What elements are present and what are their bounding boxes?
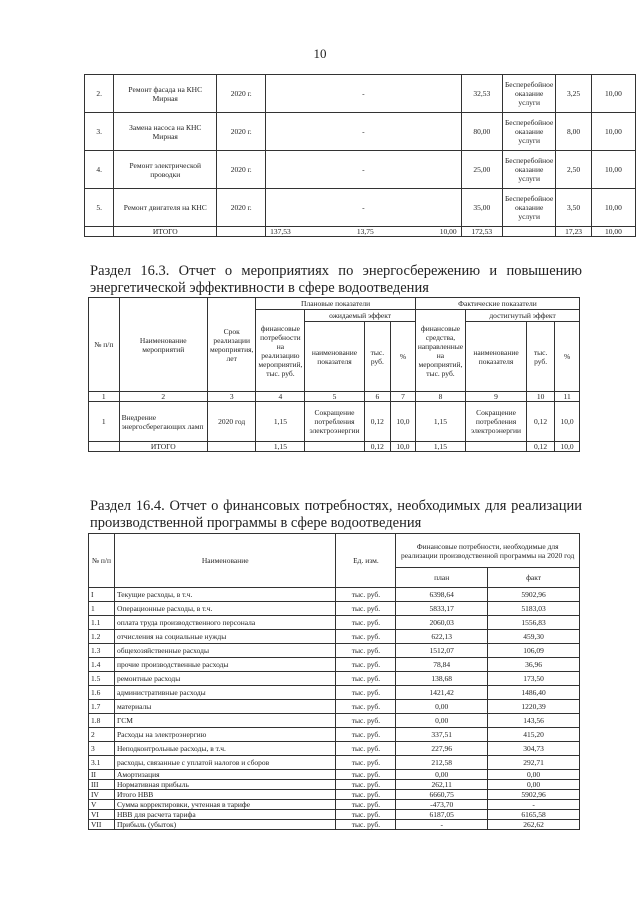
cell-sum: 32,53: [461, 75, 502, 113]
cell-name: оплата труда производственного персонала: [114, 616, 336, 630]
table-row: [85, 189, 636, 227]
cell-unit: тыс. руб.: [336, 820, 396, 830]
cell-note: Бесперебойное оказание услуги: [503, 75, 556, 113]
cell-year: 2020 г.: [217, 189, 266, 227]
total-empty: [89, 442, 120, 452]
cell-unit: тыс. руб.: [336, 686, 396, 700]
table-row: [85, 151, 636, 189]
total-pct: 10,0: [391, 442, 416, 452]
cell-name: Ремонт фасада на КНС Мирная: [114, 75, 217, 113]
table-row: [89, 658, 580, 672]
header-plan: план: [396, 568, 488, 588]
header-indicator: наименование показателя: [305, 322, 364, 392]
table-row: [89, 672, 580, 686]
table-row: [89, 686, 580, 700]
table-row: [89, 630, 580, 644]
cell-no: III: [89, 780, 115, 790]
cell-unit: тыс. руб.: [336, 602, 396, 616]
total-f: 10,00: [591, 227, 635, 237]
cell-note: Бесперебойное оказание услуги: [503, 113, 556, 151]
row-term: 2020 год: [207, 402, 255, 442]
cell-unit: тыс. руб.: [336, 672, 396, 686]
cell-sum: 35,00: [461, 189, 502, 227]
cell-name: НВВ для расчета тарифа: [114, 810, 336, 820]
cell-plan: 0,00: [396, 700, 488, 714]
cell-fact: 106,09: [488, 644, 580, 658]
cell-name: Расходы на электроэнергию: [114, 728, 336, 742]
cell-no: 1.4: [89, 658, 115, 672]
column-number: 11: [555, 392, 580, 402]
cell-fact: 415,20: [488, 728, 580, 742]
cell-unit: тыс. руб.: [336, 800, 396, 810]
cell-plan: 212,58: [396, 756, 488, 770]
table-row: [89, 602, 580, 616]
cell-plan: 78,84: [396, 658, 488, 672]
total-rub: 0,12: [364, 442, 391, 452]
table-row: [89, 588, 580, 602]
cell-no: 3.: [85, 113, 114, 151]
cell-v1: 3,25: [556, 75, 591, 113]
cell-fact: 143,56: [488, 714, 580, 728]
cell-no: 1.6: [89, 686, 115, 700]
total-a: 137,53: [270, 227, 291, 236]
cell-name: Итого НВВ: [114, 790, 336, 800]
cell-plan: 1512,07: [396, 644, 488, 658]
cell-dash: -: [266, 113, 461, 151]
row-name: Внедрение энергосберегающих ламп: [119, 402, 207, 442]
total-label: ИТОГО: [119, 442, 207, 452]
cell-plan: -: [396, 820, 488, 830]
column-number: 1: [89, 392, 120, 402]
header-fin: Финансовые потребности, необходимые для реализации производственной программы на 2020 год: [396, 534, 580, 568]
cell-year: 2020 г.: [217, 75, 266, 113]
table-row: [89, 800, 580, 810]
cell-name: Нормативная прибыль: [114, 780, 336, 790]
cell-year: 2020 г.: [217, 151, 266, 189]
header-fact-rub: тыс. руб.: [526, 322, 554, 392]
table-row: [89, 714, 580, 728]
header-fin: финансовые потребности на реализацию мероприятий, тыс. руб.: [256, 310, 305, 392]
table-row: [89, 700, 580, 714]
cell-v2: 10,00: [591, 75, 635, 113]
row-indicator: Сокращение потребления электроэнергии: [305, 402, 364, 442]
cell-plan: 138,68: [396, 672, 488, 686]
cell-dash: -: [266, 151, 461, 189]
table-row: [89, 770, 580, 780]
cell-plan: 1421,42: [396, 686, 488, 700]
cell-name: Ремонт электрической проводки: [114, 151, 217, 189]
cell-unit: тыс. руб.: [336, 790, 396, 800]
cell-unit: тыс. руб.: [336, 756, 396, 770]
cell-plan: 6660,75: [396, 790, 488, 800]
cell-unit: тыс. руб.: [336, 770, 396, 780]
cell-plan: 227,96: [396, 742, 488, 756]
cell-fact: 292,71: [488, 756, 580, 770]
cell-v1: 2,50: [556, 151, 591, 189]
cell-dash: -: [266, 75, 461, 113]
table-row: [89, 790, 580, 800]
column-number: 5: [305, 392, 364, 402]
total-empty: [503, 227, 556, 237]
cell-no: 3.1: [89, 756, 115, 770]
total-empty: [85, 227, 114, 237]
cell-v1: 8,00: [556, 113, 591, 151]
cell-name: Замена насоса на КНС Мирная: [114, 113, 217, 151]
cell-plan: 0,00: [396, 770, 488, 780]
cell-no: VII: [89, 820, 115, 830]
header-pct: %: [391, 322, 416, 392]
cell-no: 3: [89, 742, 115, 756]
cell-fact: 1556,83: [488, 616, 580, 630]
cell-no: 1.5: [89, 672, 115, 686]
cell-unit: тыс. руб.: [336, 742, 396, 756]
row-fact-fin: 1,15: [415, 402, 465, 442]
cell-unit: тыс. руб.: [336, 728, 396, 742]
section-heading-16-4: Раздел 16.4. Отчет о финансовых потребностях, необходимых для реализации производственной программы в сфере водоотведения: [90, 498, 582, 531]
cell-no: 1.3: [89, 644, 115, 658]
column-number: 8: [415, 392, 465, 402]
cell-name: расходы, связанные с уплатой налогов и сборов: [114, 756, 336, 770]
cell-v2: 10,00: [591, 151, 635, 189]
row-pct: 10,0: [391, 402, 416, 442]
cell-plan: -473,70: [396, 800, 488, 810]
cell-fact: 1220,39: [488, 700, 580, 714]
column-number: 9: [466, 392, 527, 402]
table-row: [85, 113, 636, 151]
cell-plan: 262,11: [396, 780, 488, 790]
cell-no: 1.7: [89, 700, 115, 714]
cell-no: V: [89, 800, 115, 810]
total-d: 172,53: [461, 227, 502, 237]
column-number: 4: [256, 392, 305, 402]
cell-dash: -: [266, 189, 461, 227]
total-c: 10,00: [439, 227, 457, 236]
cell-unit: тыс. руб.: [336, 810, 396, 820]
cell-sum: 80,00: [461, 113, 502, 151]
cell-name: Операционные расходы, в т.ч.: [114, 602, 336, 616]
table-row: [89, 742, 580, 756]
cell-no: 1.8: [89, 714, 115, 728]
cell-plan: 622,13: [396, 630, 488, 644]
cell-fact: 36,96: [488, 658, 580, 672]
cell-no: 1.1: [89, 616, 115, 630]
cell-note: Бесперебойное оказание услуги: [503, 189, 556, 227]
cell-name: Прибыль (убыток): [114, 820, 336, 830]
cell-no: 4.: [85, 151, 114, 189]
cell-fact: 304,73: [488, 742, 580, 756]
cell-year: 2020 г.: [217, 113, 266, 151]
section-heading-16-3: Раздел 16.3. Отчет о мероприятиях по энергосбережению и повышению энергетической эффективности в сфере водоотведения: [90, 263, 582, 296]
total-fact-rub: 0,12: [526, 442, 554, 452]
table-row: [89, 756, 580, 770]
cell-fact: 0,00: [488, 770, 580, 780]
cell-name: общехозяйственные расходы: [114, 644, 336, 658]
cell-name: административные расходы: [114, 686, 336, 700]
cell-fact: 5902,96: [488, 588, 580, 602]
cell-no: VI: [89, 810, 115, 820]
cell-fact: 0,00: [488, 780, 580, 790]
cell-fact: 5183,03: [488, 602, 580, 616]
row-fact-indicator: Сокращение потребления электроэнергии: [466, 402, 527, 442]
energy-saving-table: [88, 297, 580, 452]
cell-fact: 1486,40: [488, 686, 580, 700]
header-fact-pct: %: [555, 322, 580, 392]
header-name: Наименование: [114, 534, 336, 588]
header-term: Срок реализации мероприятия, лет: [207, 298, 255, 392]
cell-note: Бесперебойное оказание услуги: [503, 151, 556, 189]
total-label: ИТОГО: [114, 227, 217, 237]
cell-name: Ремонт двигателя на КНС: [114, 189, 217, 227]
table-row: [89, 728, 580, 742]
events-table: [84, 74, 636, 237]
cell-name: ГСМ: [114, 714, 336, 728]
cell-v2: 10,00: [591, 189, 635, 227]
column-number: 7: [391, 392, 416, 402]
header-fact-indicator: наименование показателя: [466, 322, 527, 392]
cell-unit: тыс. руб.: [336, 700, 396, 714]
header-rub: тыс. руб.: [364, 322, 391, 392]
total-a: [266, 227, 461, 237]
cell-plan: 0,00: [396, 714, 488, 728]
table-row: [89, 644, 580, 658]
cell-unit: тыс. руб.: [336, 616, 396, 630]
header-expected: ожидаемый эффект: [305, 310, 415, 322]
header-achieved: достигнутый эффект: [466, 310, 580, 322]
total-empty: [217, 227, 266, 237]
cell-plan: 6398,64: [396, 588, 488, 602]
cell-name: Амортизация: [114, 770, 336, 780]
cell-name: Неподконтрольные расходы, в т.ч.: [114, 742, 336, 756]
row-fact-pct: 10,0: [555, 402, 580, 442]
cell-fact: 262,62: [488, 820, 580, 830]
header-fact: Фактические показатели: [415, 298, 579, 310]
table-row: [89, 810, 580, 820]
cell-no: 2: [89, 728, 115, 742]
cell-fact: 5902,96: [488, 790, 580, 800]
cell-no: I: [89, 588, 115, 602]
cell-plan: 5833,17: [396, 602, 488, 616]
header-no: № п/п: [89, 298, 120, 392]
total-row: [85, 227, 636, 237]
page-number: 10: [313, 46, 327, 61]
cell-unit: тыс. руб.: [336, 658, 396, 672]
cell-sum: 25,00: [461, 151, 502, 189]
table-row: [89, 820, 580, 830]
cell-no: II: [89, 770, 115, 780]
cell-plan: 6187,05: [396, 810, 488, 820]
financial-needs-table: [88, 533, 580, 830]
header-plan: Плановые показатели: [256, 298, 415, 310]
cell-v2: 10,00: [591, 113, 635, 151]
cell-unit: тыс. руб.: [336, 630, 396, 644]
table-row: [85, 75, 636, 113]
header-fact-fin: финансовые средства, направленные на мероприятий, тыс. руб.: [415, 310, 465, 392]
total-fin: 1,15: [256, 442, 305, 452]
column-number: 6: [364, 392, 391, 402]
total-e: 17,23: [556, 227, 591, 237]
cell-no: IV: [89, 790, 115, 800]
cell-no: 2.: [85, 75, 114, 113]
cell-unit: тыс. руб.: [336, 644, 396, 658]
cell-name: прочие производственные расходы: [114, 658, 336, 672]
column-number: 2: [119, 392, 207, 402]
row-fact-rub: 0,12: [526, 402, 554, 442]
table-row: [89, 616, 580, 630]
column-number: 10: [526, 392, 554, 402]
row-rub: 0,12: [364, 402, 391, 442]
cell-no: 5.: [85, 189, 114, 227]
cell-name: Сумма корректировки, учтенная в тарифе: [114, 800, 336, 810]
cell-name: ремонтные расходы: [114, 672, 336, 686]
cell-v1: 3,50: [556, 189, 591, 227]
column-number: 3: [207, 392, 255, 402]
cell-fact: -: [488, 800, 580, 810]
cell-plan: 2060,03: [396, 616, 488, 630]
table-row: [89, 780, 580, 790]
total-fact-pct: 10,0: [555, 442, 580, 452]
cell-name: материалы: [114, 700, 336, 714]
cell-no: 1.2: [89, 630, 115, 644]
row-no: 1: [89, 402, 120, 442]
total-fact-fin: 1,15: [415, 442, 465, 452]
cell-unit: тыс. руб.: [336, 714, 396, 728]
cell-unit: тыс. руб.: [336, 780, 396, 790]
total-empty: [305, 442, 364, 452]
cell-unit: тыс. руб.: [336, 588, 396, 602]
header-name: Наименование мероприятий: [119, 298, 207, 392]
cell-plan: 337,51: [396, 728, 488, 742]
cell-name: отчисления на социальные нужды: [114, 630, 336, 644]
row-fin: 1,15: [256, 402, 305, 442]
cell-fact: 6165,58: [488, 810, 580, 820]
header-unit: Ед. изм.: [336, 534, 396, 588]
total-empty: [466, 442, 527, 452]
header-no: № п/п: [89, 534, 115, 588]
total-empty: [207, 442, 255, 452]
cell-fact: 173,50: [488, 672, 580, 686]
cell-name: Текущие расходы, в т.ч.: [114, 588, 336, 602]
total-b: 13,75: [356, 227, 374, 236]
cell-fact: 459,30: [488, 630, 580, 644]
header-fact: факт: [488, 568, 580, 588]
cell-no: 1: [89, 602, 115, 616]
